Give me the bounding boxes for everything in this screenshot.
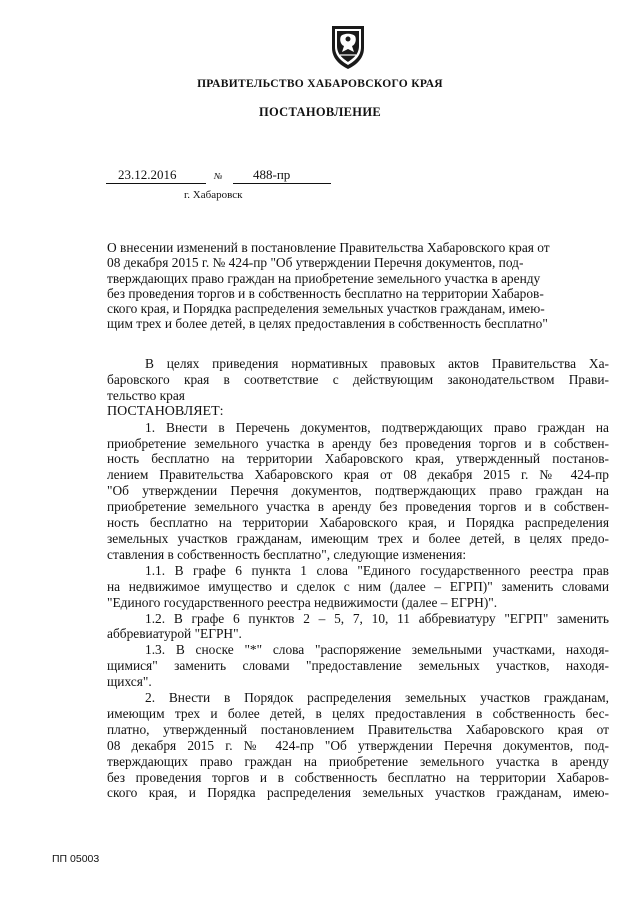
resolves-heading: ПОСТАНОВЛЯЕТ: — [107, 403, 224, 419]
body-line: ского края, и Порядка распределения земельных участков гражданам, имею- — [107, 785, 609, 801]
document-body — [107, 356, 609, 801]
body-line: имеющим трех и более детей, в целях предоставления в собственность бес- — [107, 705, 609, 721]
number-sign: № — [214, 171, 223, 181]
body-line: приобретение земельного участка в аренду без проведения торгов и в собствен- — [107, 435, 609, 451]
subject-line: 08 декабря 2015 г. № 424-пр "Об утверждении Перечня документов, под- — [107, 255, 524, 271]
body-line: "Об утверждении Перечня документов, подтверждающих право граждан на — [107, 483, 609, 499]
body-line: щимися" заменить словами "предоставление земельных участков, находя- — [107, 658, 609, 674]
body-line: земельных участков гражданам, имеющим трех и более детей, в целях предо- — [107, 530, 609, 546]
subject-line: без проведения торгов и в собственность бесплатно на территории Хабаров- — [107, 285, 544, 301]
body-line: тверждающих право граждан на приобретение земельного участка в аренду — [107, 753, 609, 769]
document-date: 23.12.2016 — [106, 167, 206, 184]
coat-of-arms-icon — [328, 22, 368, 70]
subject-line: О внесении изменений в постановление Правительства Хабаровского края от — [107, 240, 550, 255]
body-line: приобретение земельного участка в аренду без проведения торгов и в собствен- — [107, 499, 609, 515]
body-line: ставления в собственность бесплатно", следующие изменения: — [107, 546, 467, 562]
subject-line: ского края, и Порядка распределения земельных участков гражданам, имею- — [107, 301, 545, 317]
body-line: без проведения торгов и в собственность бесплатно на территории Хабаров- — [107, 769, 609, 785]
body-line: тельство края — [107, 387, 185, 403]
subject-line: тверждающих право граждан на приобретение земельного участка в аренду — [107, 270, 541, 286]
document-code: ПП 05003 — [52, 853, 100, 865]
body-line: 08 декабря 2015 г. № 424-пр "Об утверждении Перечня документов, под- — [107, 737, 609, 753]
body-line: лением Правительства Хабаровского края от 08 декабря 2015 г. № 424-пр — [107, 467, 609, 483]
body-line: 1. Внести в Перечень документов, подтверждающих право граждан на — [145, 419, 609, 435]
body-line: платно, утвержденный постановлением Правительства Хабаровского края от — [107, 721, 609, 737]
body-line: "Единого государственного реестра недвижимости (далее – ЕГРН)". — [107, 594, 498, 610]
body-line: 1.3. В сноске "*" слова "распоряжение земельными участками, находя- — [145, 642, 609, 658]
government-title: ПРАВИТЕЛЬСТВО ХАБАРОВСКОГО КРАЯ — [197, 78, 443, 90]
body-line: В целях приведения нормативных правовых актов Правительства Ха- — [145, 356, 609, 371]
document-number: 488-пр — [233, 167, 331, 184]
subject-line: щим трех и более детей, в целях предоставления в собственность бесплатно" — [107, 316, 548, 332]
body-line: щихся". — [107, 674, 152, 690]
body-line: ность бесплатно на территории Хабаровского края, и Порядка распределения — [107, 515, 609, 531]
body-line: аббревиатурой "ЕГРН". — [107, 626, 242, 642]
document-subject — [107, 240, 609, 332]
body-line: 1.2. В графе 6 пунктов 2 – 5, 7, 10, 11 аббревиатуру "ЕГРП" заменить — [145, 610, 609, 626]
body-line: ность бесплатно на территории Хабаровского края, утвержденный постанов- — [107, 451, 609, 467]
body-line: баровского края в соответствие с действующим законодательством Прави- — [107, 371, 609, 387]
document-type: ПОСТАНОВЛЕНИЕ — [258, 105, 381, 119]
body-line: 1.1. В графе 6 пункта 1 слова "Единого государственного реестра прав — [145, 562, 609, 578]
document-city: г. Хабаровск — [184, 189, 243, 201]
body-line: на недвижимое имущество и сделок с ним (далее – ЕГРП)" заменить словами — [107, 578, 609, 594]
body-line: 2. Внести в Порядок распределения земельных участков гражданам, — [145, 690, 609, 706]
